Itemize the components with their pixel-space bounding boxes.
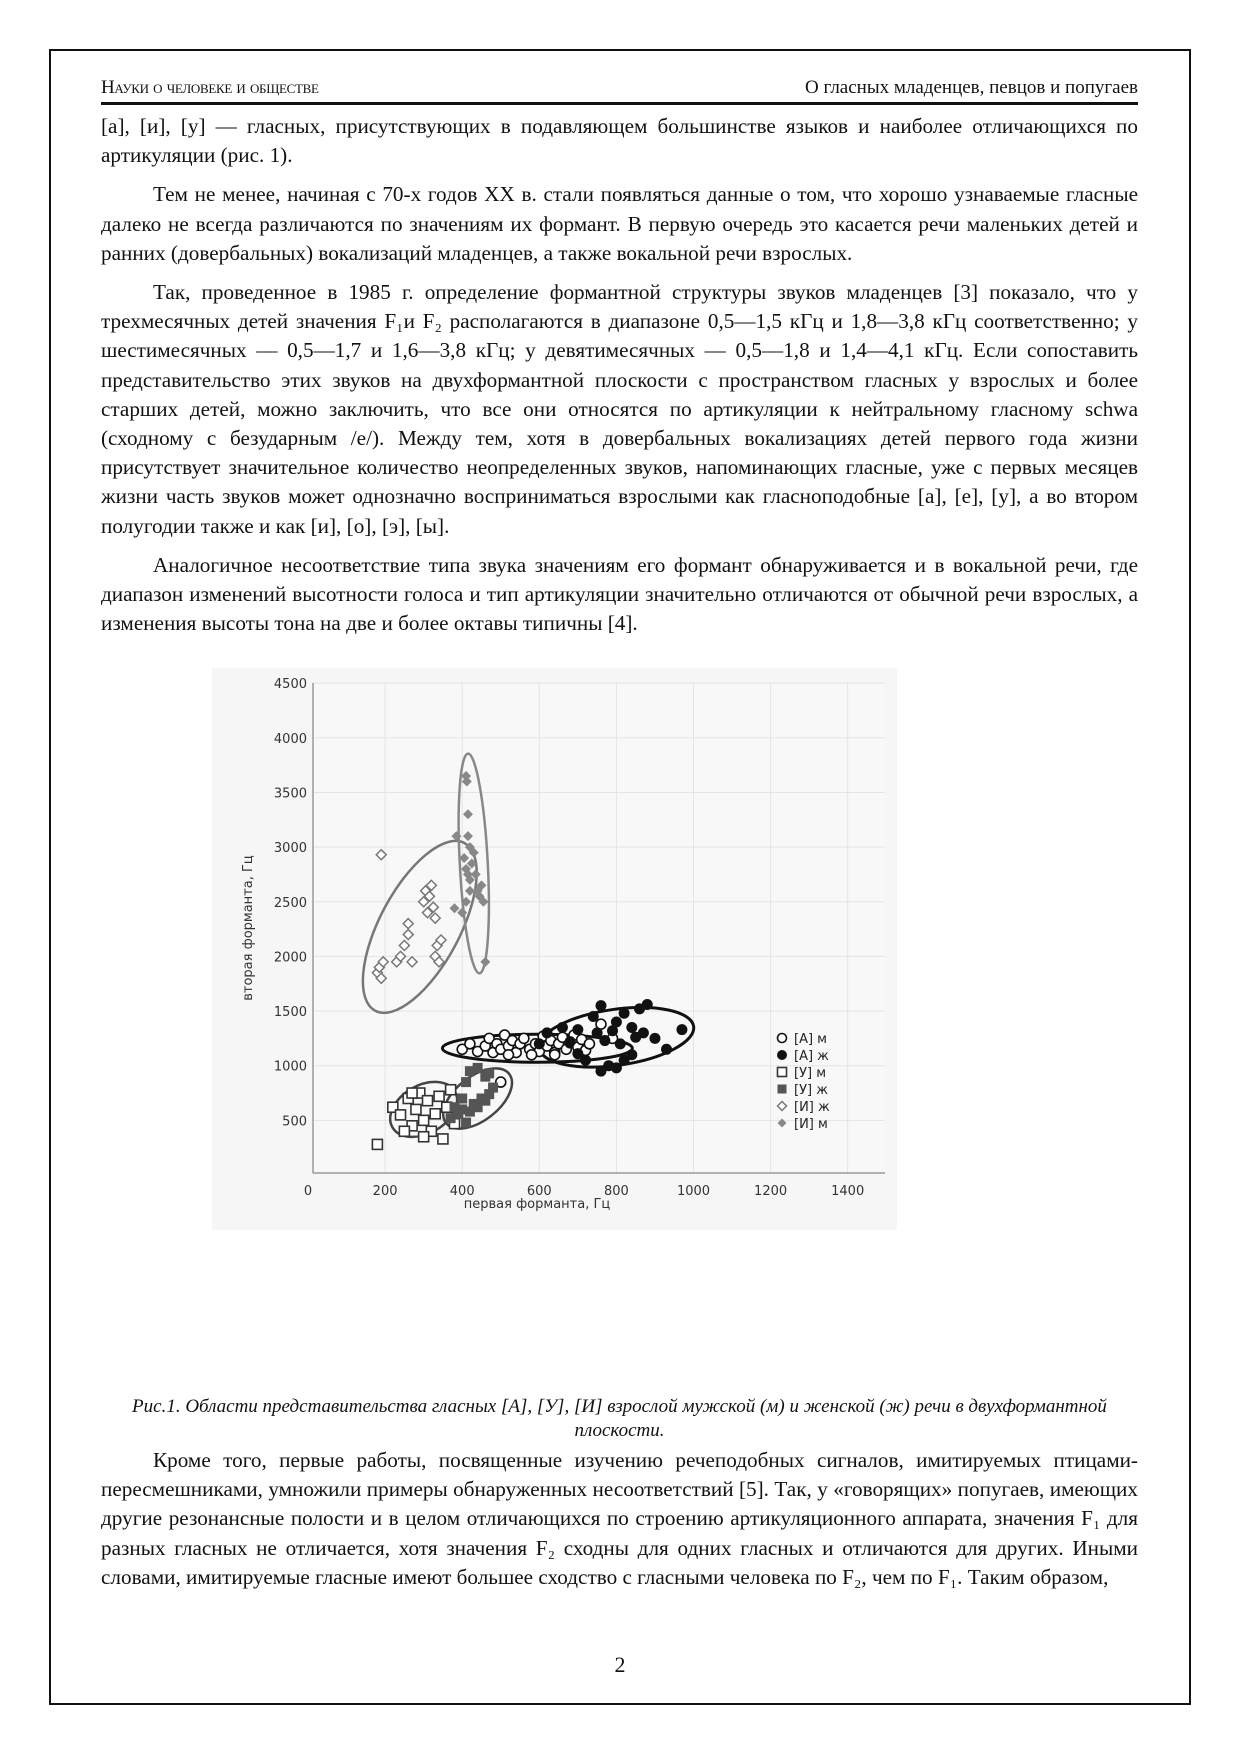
- legend-label: [А] м: [794, 1032, 827, 1047]
- y-tick-label: 3500: [273, 786, 307, 802]
- data-point: [584, 1039, 594, 1049]
- y-tick-label: 1500: [273, 1005, 307, 1021]
- data-point: [534, 1038, 545, 1049]
- data-point: [565, 1036, 576, 1047]
- x-tick-label: 1000: [676, 1184, 711, 1199]
- x-tick-label: 800: [603, 1184, 629, 1199]
- data-point: [484, 1068, 494, 1078]
- data-point: [461, 1077, 471, 1087]
- data-point: [488, 1083, 498, 1093]
- figure-caption: Рис.1. Области представительства гласных [А], [У], [И] взрослой мужской (м) и женской (ж) речи в двухформантной плоскости.: [132, 1396, 1107, 1441]
- body-text-bottom: [101, 1446, 1138, 1602]
- paragraph: Тем не менее, начиная с 70-х годов XX в. стали появляться данные о том, что хорошо узнаваемые гласные далеко не всегда различаются по значениям их формант. В первую очередь это касается речи маленьких детей и ранних (довербальных) вокализаций младенцев, а также вокальной речи взрослых.: [101, 182, 1138, 265]
- legend-label: [У] м: [794, 1066, 827, 1081]
- y-tick-label: 2500: [273, 895, 307, 911]
- data-point: [595, 1000, 606, 1011]
- header-section: Науки о человеке и обществе: [101, 77, 319, 98]
- data-point: [438, 1134, 448, 1144]
- data-point: [649, 1033, 660, 1044]
- legend-marker: [778, 1068, 787, 1077]
- y-axis-label: вторая форманта, Гц: [241, 855, 256, 1001]
- paragraph: Так, проведенное в 1985 г. определение формантной структуры звуков младенцев [3] показало, что у трехмесячных детей значения F₁и F₂ располагаются в диапазоне 0,5—1,5 кГц и 1,8—3,8 кГц соответственно; у шестимесячных — 0,5—1,7 и 1,6—3,8 кГц; у девятимесячных — 0,5—1,8 и 1,4—4,1 кГц. Если сопоставить представительство этих звуков на двухформантной плоскости с пространством гласных у взрослых и более старших детей, можно заключить, что все они относятся по артикуляции к нейтральному гласному schwa (сходному с безударным /е/). Между тем, хотя в довербальных вокализациях детей первого года жизни присутствует значительное количество неопределенных звуков, напоминающих гласные, уже с первых месяцев жизни часть звуков может однозначно восприниматься взрослыми как гласноподобные [а], [е], [у], а во втором полугодии также и как [и], [о], [э], [ы].: [101, 280, 1138, 538]
- x-tick-label: 200: [372, 1184, 398, 1199]
- data-point: [626, 1049, 637, 1060]
- data-point: [638, 1027, 649, 1038]
- data-point: [396, 1110, 406, 1120]
- data-point: [407, 1088, 417, 1098]
- x-axis-label: первая форманта, Гц: [463, 1197, 611, 1212]
- data-point: [419, 1132, 429, 1142]
- data-point: [572, 1024, 583, 1035]
- y-tick-label: 4000: [273, 731, 307, 747]
- x-tick-label: 0: [303, 1184, 313, 1199]
- data-point: [588, 1011, 599, 1022]
- header-article-title: О гласных младенцев, певцов и попугаев: [805, 77, 1138, 98]
- data-point: [595, 1066, 606, 1077]
- data-point: [619, 1008, 630, 1019]
- data-point: [611, 1016, 622, 1027]
- y-tick-label: 1000: [273, 1059, 307, 1075]
- figure-1: [212, 668, 897, 1230]
- data-point: [461, 1118, 471, 1128]
- data-point: [642, 999, 653, 1010]
- legend-marker: [778, 1085, 787, 1094]
- data-point: [676, 1024, 687, 1035]
- data-point: [434, 1091, 444, 1101]
- legend-label: [И] ж: [794, 1100, 830, 1115]
- y-tick-label: 500: [282, 1114, 307, 1130]
- data-point: [411, 1104, 421, 1114]
- running-header: [101, 72, 1138, 105]
- data-point: [449, 1102, 459, 1112]
- data-point: [542, 1027, 553, 1038]
- data-point: [399, 1126, 409, 1136]
- paragraph: [а], [и], [у] — гласных, присутствующих в подавляющем большинстве языков и наиболее отличающихся по артикуляции (рис. 1).: [101, 114, 1138, 168]
- legend-label: [И] м: [794, 1117, 828, 1132]
- body-text-top: [101, 112, 1138, 648]
- data-point: [519, 1033, 529, 1043]
- data-point: [372, 1139, 382, 1149]
- data-point: [557, 1022, 568, 1033]
- paragraph: Аналогичное несоответствие типа звука значениям его формант обнаруживается и в вокальной речи, где диапазон изменений высотности голоса и тип артикуляции значительно отличаются от обычной речи взрослых, а изменения высоты тона на две и более октавы типичны [4].: [101, 552, 1138, 636]
- data-point: [503, 1050, 513, 1060]
- legend-label: [У] ж: [794, 1083, 828, 1098]
- data-point: [572, 1048, 583, 1059]
- data-point: [550, 1050, 560, 1060]
- y-tick-label: 4500: [273, 677, 307, 693]
- legend-marker: [777, 1050, 787, 1060]
- data-point: [446, 1085, 456, 1095]
- data-point: [626, 1022, 637, 1033]
- y-tick-label: 2000: [273, 950, 307, 966]
- x-tick-label: 600: [526, 1184, 552, 1199]
- x-tick-label: 1400: [831, 1184, 865, 1199]
- data-point: [430, 1109, 440, 1119]
- y-tick-label: 3000: [273, 841, 307, 857]
- data-point: [473, 1063, 483, 1073]
- data-point: [661, 1044, 672, 1055]
- legend-label: [А] ж: [794, 1049, 829, 1064]
- data-point: [599, 1035, 610, 1046]
- data-point: [423, 1096, 433, 1106]
- formant-scatter-chart: [212, 668, 897, 1230]
- paragraph: Кроме того, первые работы, посвященные изучению речеподобных сигналов, имитируемых птицами-пересмешниками, умножили примеры обнаруженных несоответствий [5]. Так, у «говорящих» попугаев, имеющих другие резонансные полости и в целом отличающихся по строению артикуляционного аппарата, значения F₁ для разных гласных не отличается, хотя значения F₂ сходны для одних гласных и отличаются для других. Иными словами, имитируемые гласные имеют большее сходство с гласными человека по F₂, чем по F₁. Таким образом,: [101, 1448, 1138, 1589]
- legend-marker: [778, 1034, 787, 1043]
- data-point: [615, 1038, 626, 1049]
- data-point: [419, 1115, 429, 1125]
- x-tick-label: 1200: [754, 1184, 788, 1199]
- data-point: [465, 1039, 475, 1049]
- data-point: [527, 1050, 537, 1060]
- data-point: [457, 1093, 467, 1103]
- page-number: 2: [614, 1652, 626, 1677]
- x-tick-label: 400: [449, 1184, 475, 1199]
